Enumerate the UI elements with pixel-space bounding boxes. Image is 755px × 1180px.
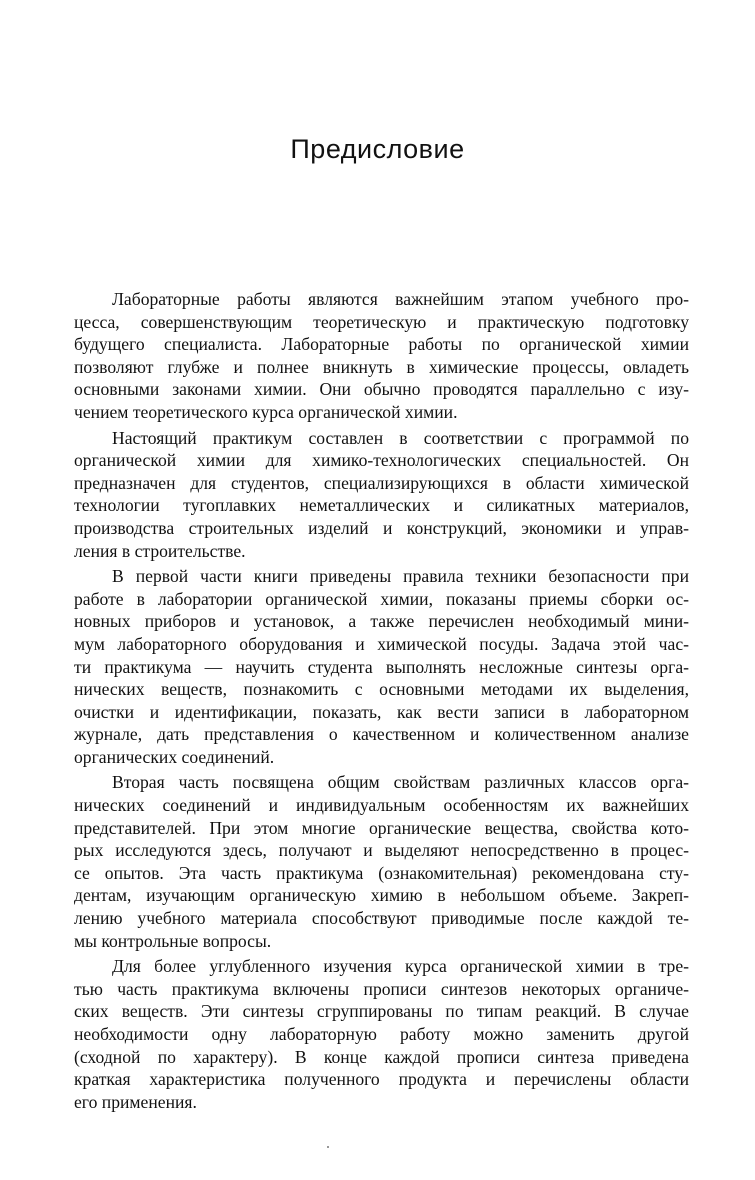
text-line: основными законами химии. Они обычно проводятся параллельно с изу- xyxy=(74,379,689,400)
text-line: работе в лаборатории органической химии, показаны приемы сборки ос- xyxy=(74,588,689,609)
text-line: рых исследуются здесь, получают и выделяют непосредственно в процес- xyxy=(74,840,689,861)
text-line: Лабораторные работы являются важнейшим этапом учебного про- xyxy=(112,289,689,309)
text-line: лению учебного материала способствуют приводимые после каждой те- xyxy=(74,908,689,929)
text-line: очистки и идентификации, показать, как вести записи в лабораторном xyxy=(74,701,689,722)
text-line: Вторая часть посвящена общим свойствам различных классов орга- xyxy=(112,772,689,793)
text-line: чением теоретического курса органической химии. xyxy=(74,401,458,422)
text-line: ти практикума — научить студента выполнять несложные синтезы орга- xyxy=(74,656,689,677)
text-line: дентам, изучающим органическую химию в небольшом объеме. Закреп- xyxy=(74,885,689,906)
text-line: се опытов. Эта часть практикума (ознакомительная) рекомендована сту- xyxy=(74,862,689,883)
text-line: ления в строительстве. xyxy=(74,540,246,561)
text-line: производства строительных изделий и конструкций, экономики и управ- xyxy=(74,517,689,538)
text-line: В первой части книги приведены правила техники безопасности при xyxy=(112,566,689,587)
text-line: нических соединений и индивидуальным особенностям их важнейших xyxy=(74,795,689,816)
text-line: будущего специалиста. Лабораторные работы по органической химии xyxy=(74,334,689,355)
text-line: позволяют глубже и полнее вникнуть в химические процессы, овладеть xyxy=(74,356,689,377)
text-line: Настоящий практикум составлен в соответствии с программой по xyxy=(112,427,689,448)
preface-body xyxy=(74,288,689,1116)
text-line: его применения. xyxy=(74,1091,197,1112)
text-line: предназначен для студентов, специализирующихся в области химической xyxy=(74,472,689,493)
page-title: Предисловие xyxy=(290,134,465,164)
text-line: новных приборов и установок, а также перечислен необходимый мини- xyxy=(74,611,689,632)
text-line: мум лабораторного оборудования и химической посуды. Задача этой час- xyxy=(74,633,689,654)
text-line: краткая характеристика полученного продукта и перечислены области xyxy=(74,1069,689,1090)
paragraph-2 xyxy=(74,427,689,563)
text-line: Для более углубленного изучения курса органической химии в тре- xyxy=(112,956,689,977)
text-line: мы контрольные вопросы. xyxy=(74,930,272,951)
text-line: тью часть практикума включены прописи синтезов некоторых органиче- xyxy=(74,978,689,999)
text-line: представителей. При этом многие органические вещества, свойства кото- xyxy=(74,817,689,838)
text-line: (сходной по характеру). В конце каждой прописи синтеза приведена xyxy=(74,1046,689,1067)
scan-speck xyxy=(327,1146,329,1148)
text-line: органических соединений. xyxy=(74,746,275,767)
paragraph-5 xyxy=(74,955,689,1113)
text-line: необходимости одну лабораторную работу можно заменить другой xyxy=(74,1024,689,1044)
paragraph-3 xyxy=(74,565,689,768)
text-line: нических веществ, познакомить с основными методами их выделения, xyxy=(74,679,689,700)
text-line: ских веществ. Эти синтезы сгруппированы по типам реакций. В случае xyxy=(74,1001,689,1022)
paragraph-4 xyxy=(74,771,689,952)
text-line: цесса, совершенствующим теоретическую и практическую подготовку xyxy=(74,311,689,332)
paragraph-1 xyxy=(74,288,689,424)
text-line: технологии тугоплавких неметаллических и силикатных материалов, xyxy=(74,495,689,516)
text-line: органической химии для химико-технологических специальностей. Он xyxy=(74,450,689,471)
text-line: журнале, дать представления о качественном и количественном анализе xyxy=(74,724,689,745)
